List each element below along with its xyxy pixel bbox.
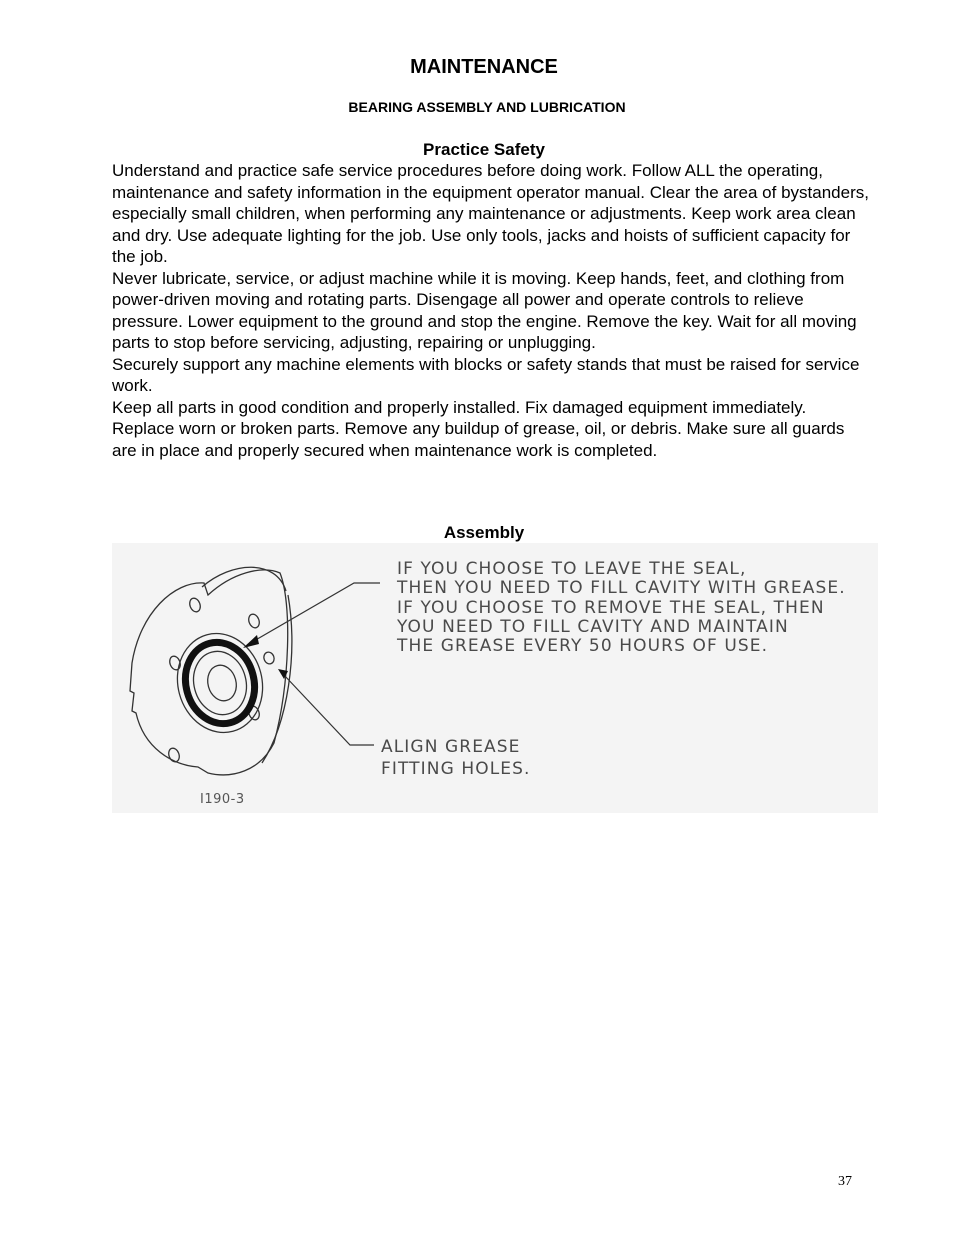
bolt-hole xyxy=(247,613,261,630)
assembly-heading: Assembly xyxy=(443,523,525,542)
bolt-hole xyxy=(188,597,202,614)
align-callout: ALIGN GREASE FITTING HOLES. xyxy=(381,737,531,779)
fitting-leader-line xyxy=(284,675,374,745)
seal-arrowhead xyxy=(243,635,259,648)
safety-paragraph-4: Keep all parts in good condition and properly installed. Fix damaged equipment immediately. Replace worn or broken parts. Remove any buildup of grease, oil, or debris. Make sure all guards are in place and properly secured when maintenance work is completed. xyxy=(112,397,845,460)
safety-paragraph-1: Understand and practice safe service procedures before doing work. Follow ALL the operating, maintenance and safety information in the equipment operator manual. Clear the area of bystanders, especially small children, when performing any maintenance or adjustments. Keep work area clean and dry. Use adequate lighting for the job. Use only tools, jacks and hoists of sufficient capacity for the job. xyxy=(112,161,869,266)
safety-paragraph-3: Securely support any machine elements with blocks or safety stands that must be raised for service work. xyxy=(112,354,860,395)
section-subtitle: BEARING ASSEMBLY AND LUBRICATION xyxy=(348,99,626,115)
safety-paragraph-2: Never lubricate, service, or adjust machine while it is moving. Keep hands, feet, and clothing from power-driven moving and rotating parts. Disengage all power and operate controls to relieve pressure. Lower equipment to the ground and stop the engine. Remove the key. Wait for all moving parts to stop before servicing, adjusting, repairing or unplugging. xyxy=(112,268,857,352)
bearing-bore xyxy=(204,662,240,704)
grease-fitting-hole xyxy=(262,651,276,666)
seal-note: IF YOU CHOOSE TO LEAVE THE SEAL, THEN YOU NEED TO FILL CAVITY WITH GREASE. IF YOU CHOOSE TO REMOVE THE SEAL, THEN YOU NEED TO FILL CAVITY AND MAINTAIN THE GREASE EVERY 50 HOURS OF USE. xyxy=(397,559,846,657)
figure-id: I190-3 xyxy=(200,792,245,807)
seal-leader-line xyxy=(247,583,380,645)
page-title: MAINTENANCE xyxy=(410,56,558,78)
safety-body xyxy=(112,160,872,461)
practice-safety-heading: Practice Safety xyxy=(423,140,545,159)
page-number: 37 xyxy=(838,1174,852,1189)
bearing-assembly-figure xyxy=(112,543,878,813)
